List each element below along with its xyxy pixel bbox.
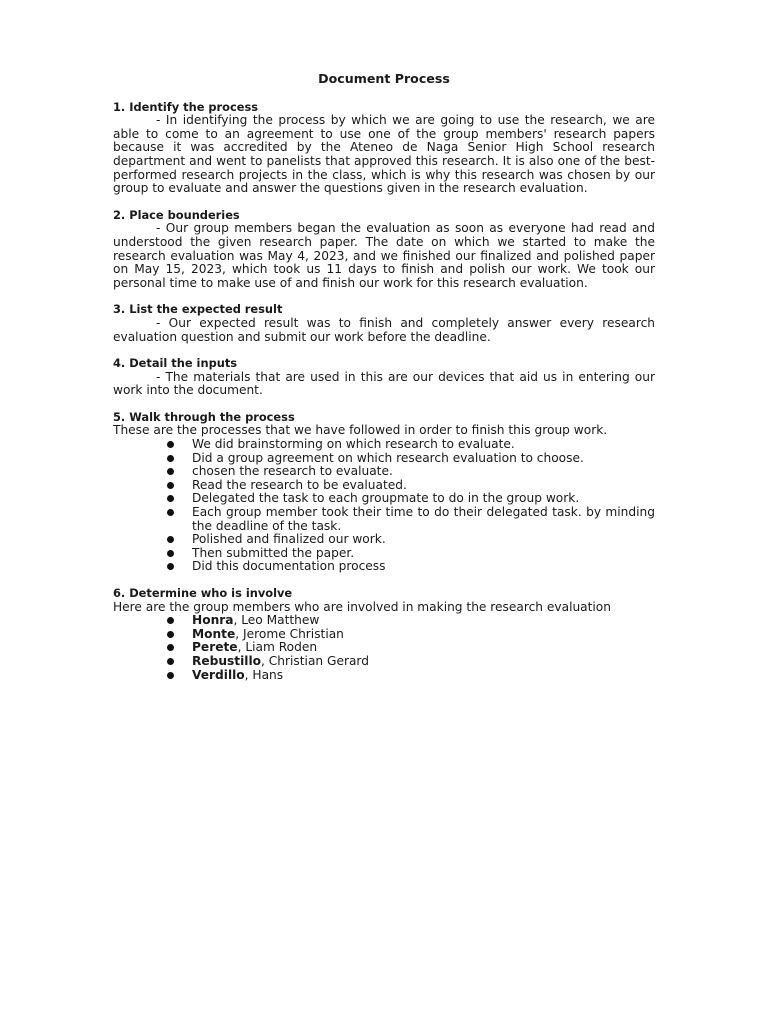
section-detail-inputs	[113, 357, 655, 398]
section-heading: 6. Determine who is involve	[113, 586, 293, 600]
list-item: Then submitted the paper.	[192, 547, 655, 561]
member-given-name: , Christian Gerard	[261, 653, 369, 668]
member-given-name: , Liam Roden	[237, 640, 318, 655]
process-steps-list	[113, 438, 655, 574]
section-place-boundaries	[113, 209, 655, 291]
members-list	[113, 614, 655, 682]
section-body: - The materials that are used in this are our devices that aid us in entering our work into the document.	[113, 369, 655, 398]
document-page	[113, 72, 655, 695]
list-item	[192, 641, 655, 655]
list-item	[192, 655, 655, 669]
list-item	[192, 614, 655, 628]
section-walk-through-process	[113, 411, 655, 574]
section-identify-process	[113, 101, 655, 196]
document-title: Document Process	[318, 71, 450, 86]
member-given-name: , Hans	[244, 667, 284, 682]
member-surname: Verdillo	[192, 667, 245, 682]
member-given-name: , Leo Matthew	[233, 613, 320, 628]
list-item: Polished and finalized our work.	[192, 533, 655, 547]
member-surname: Perete	[192, 640, 238, 655]
section-body: - Our expected result was to finish and completely answer every research evaluation question and submit our work before the deadline.	[113, 315, 655, 344]
section-intro: These are the processes that we have followed in order to finish this group work.	[113, 423, 608, 438]
list-item: Read the research to be evaluated.	[192, 479, 655, 493]
member-surname: Rebustillo	[192, 653, 262, 668]
list-item	[192, 628, 655, 642]
section-heading: 5. Walk through the process	[113, 409, 295, 424]
section-intro: Here are the group members who are involved in making the research evaluation	[113, 599, 611, 614]
list-item: Did a group agreement on which research evaluation to choose.	[192, 452, 655, 466]
member-given-name: , Jerome Christian	[235, 626, 344, 641]
list-item: Each group member took their time to do their delegated task. by minding the deadline of the task.	[192, 505, 655, 533]
member-surname: Honra	[192, 613, 234, 628]
section-heading: 4. Detail the inputs	[113, 356, 238, 371]
section-heading: 2. Place bounderies	[113, 207, 240, 222]
section-body: - In identifying the process by which we are going to use the research, we are able to come to an agreement to use one of the group members' research papers because it was accredited by the Ateneo de Naga Senior High School research department and went to panelists that approved this research. It is also one of the best-performed research projects in the class, which is why this research was chosen by our group to evaluate and answer the questions given in the research evaluation.	[113, 113, 655, 196]
section-expected-result	[113, 303, 655, 344]
section-who-is-involved	[113, 587, 655, 682]
section-heading: 3. List the expected result	[113, 302, 283, 317]
list-item: Delegated the task to each groupmate to do in the group work.	[192, 492, 655, 506]
section-body: - Our group members began the evaluation as soon as everyone had read and understood the given research paper. The date on which we started to make the research evaluation was May 4, 2023, and we finished our finalized and polished paper on May 15, 2023, which took us 11 days to finish and polish our work. We took our personal time to make use of and finish our work for this research evaluation.	[113, 221, 655, 290]
list-item	[192, 669, 655, 683]
member-surname: Monte	[192, 626, 236, 641]
section-heading: 1. Identify the process	[113, 99, 259, 114]
list-item: chosen the research to evaluate.	[192, 465, 655, 479]
list-item: We did brainstorming on which research to evaluate.	[192, 438, 655, 452]
list-item: Did this documentation process	[192, 560, 655, 574]
